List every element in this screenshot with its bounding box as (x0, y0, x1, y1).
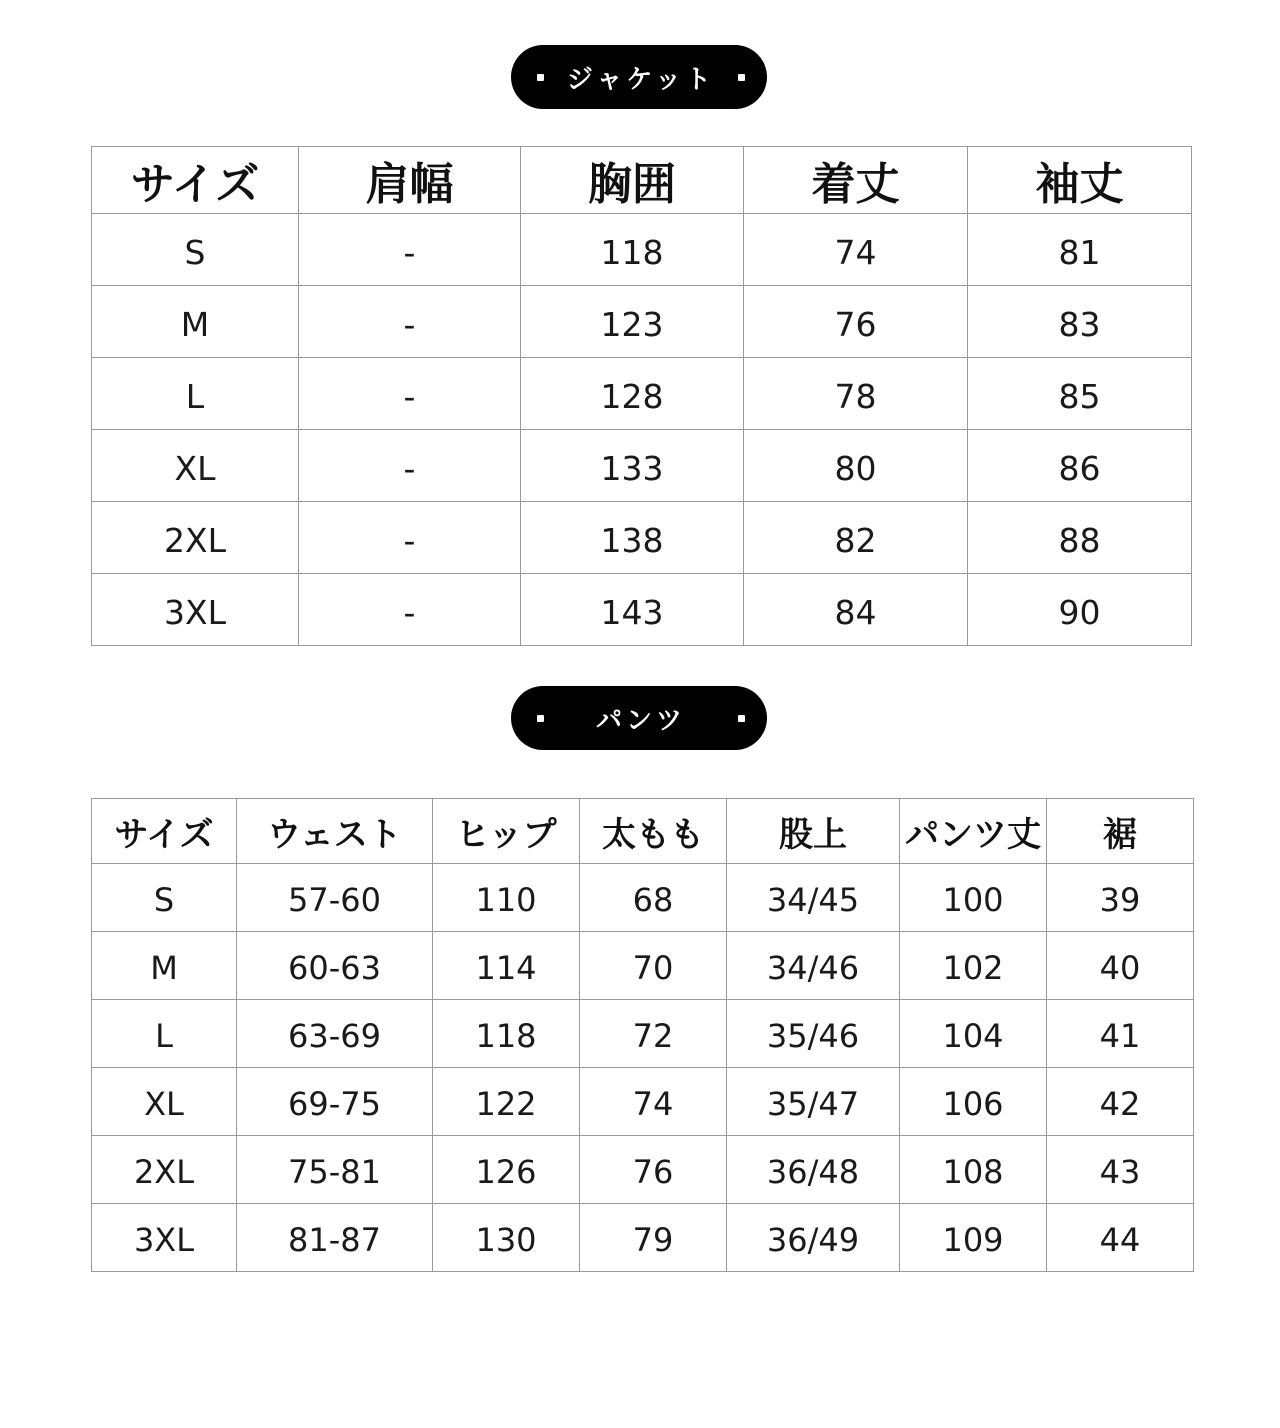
table-cell: S (92, 864, 237, 932)
table-cell: 39 (1047, 864, 1194, 932)
column-header: サイズ (92, 799, 237, 864)
table-cell: 34/46 (727, 932, 900, 1000)
table-cell: 78 (744, 358, 968, 430)
table-cell: - (299, 358, 521, 430)
table-cell: 35/46 (727, 1000, 900, 1068)
table-cell: 114 (433, 932, 580, 1000)
table-cell: 41 (1047, 1000, 1194, 1068)
table-cell: 81-87 (237, 1204, 433, 1272)
column-header: ウェスト (237, 799, 433, 864)
table-row (92, 214, 1192, 286)
table-row (92, 1068, 1194, 1136)
table-row (92, 1204, 1194, 1272)
table-cell: 81 (968, 214, 1192, 286)
table-row (92, 286, 1192, 358)
table-row (92, 430, 1192, 502)
pants-section-heading (511, 686, 767, 750)
table-header-row (92, 799, 1194, 864)
column-header: 着丈 (744, 147, 968, 214)
table-cell: XL (92, 430, 299, 502)
table-cell: 36/49 (727, 1204, 900, 1272)
table-row (92, 1136, 1194, 1204)
jacket-size-table (91, 146, 1192, 646)
column-header: 太もも (580, 799, 727, 864)
table-cell: 36/48 (727, 1136, 900, 1204)
table-row (92, 574, 1192, 646)
table-cell: - (299, 502, 521, 574)
table-cell: 138 (521, 502, 744, 574)
column-header: 裾 (1047, 799, 1194, 864)
table-cell: 143 (521, 574, 744, 646)
table-cell: 126 (433, 1136, 580, 1204)
table-cell: 110 (433, 864, 580, 932)
table-cell: 90 (968, 574, 1192, 646)
table-cell: L (92, 358, 299, 430)
table-row (92, 1000, 1194, 1068)
pants-section-title: パンツ (595, 705, 686, 736)
table-cell: 75-81 (237, 1136, 433, 1204)
table-cell: 102 (900, 932, 1047, 1000)
table-cell: 43 (1047, 1136, 1194, 1204)
table-cell: M (92, 286, 299, 358)
table-cell: 2XL (92, 502, 299, 574)
table-cell: 84 (744, 574, 968, 646)
column-header: パンツ丈 (900, 799, 1047, 864)
table-cell: 86 (968, 430, 1192, 502)
table-cell: - (299, 214, 521, 286)
table-cell: XL (92, 1068, 237, 1136)
table-cell: 76 (580, 1136, 727, 1204)
table-cell: 130 (433, 1204, 580, 1272)
table-cell: 74 (580, 1068, 727, 1136)
table-row (92, 358, 1192, 430)
table-cell: - (299, 574, 521, 646)
table-cell: 109 (900, 1204, 1047, 1272)
table-cell: 128 (521, 358, 744, 430)
table-cell: 85 (968, 358, 1192, 430)
table-cell: 2XL (92, 1136, 237, 1204)
table-cell: 69-75 (237, 1068, 433, 1136)
table-cell: 72 (580, 1000, 727, 1068)
table-cell: 123 (521, 286, 744, 358)
table-cell: 80 (744, 430, 968, 502)
table-cell: 44 (1047, 1204, 1194, 1272)
table-cell: 35/47 (727, 1068, 900, 1136)
table-cell: 40 (1047, 932, 1194, 1000)
table-cell: 100 (900, 864, 1047, 932)
table-cell: 68 (580, 864, 727, 932)
table-row (92, 932, 1194, 1000)
column-header: 胸囲 (521, 147, 744, 214)
table-cell: 3XL (92, 1204, 237, 1272)
table-cell: L (92, 1000, 237, 1068)
column-header: ヒップ (433, 799, 580, 864)
table-cell: 63-69 (237, 1000, 433, 1068)
pants-size-table (91, 798, 1194, 1272)
table-cell: 57-60 (237, 864, 433, 932)
table-cell: 122 (433, 1068, 580, 1136)
column-header: 袖丈 (968, 147, 1192, 214)
table-cell: 104 (900, 1000, 1047, 1068)
table-cell: 60-63 (237, 932, 433, 1000)
table-cell: S (92, 214, 299, 286)
table-cell: 42 (1047, 1068, 1194, 1136)
table-row (92, 864, 1194, 932)
table-cell: 34/45 (727, 864, 900, 932)
table-cell: 3XL (92, 574, 299, 646)
column-header: 股上 (727, 799, 900, 864)
table-cell: 118 (433, 1000, 580, 1068)
table-cell: 108 (900, 1136, 1047, 1204)
jacket-section-heading (511, 45, 767, 109)
table-cell: M (92, 932, 237, 1000)
table-cell: 88 (968, 502, 1192, 574)
column-header: 肩幅 (299, 147, 521, 214)
table-cell: 118 (521, 214, 744, 286)
column-header: サイズ (92, 147, 299, 214)
table-cell: 82 (744, 502, 968, 574)
table-header-row (92, 147, 1192, 214)
table-cell: 106 (900, 1068, 1047, 1136)
bullet-dot-icon (738, 715, 745, 722)
table-cell: - (299, 286, 521, 358)
table-cell: 83 (968, 286, 1192, 358)
table-row (92, 502, 1192, 574)
table-cell: 76 (744, 286, 968, 358)
jacket-section-title: ジャケット (566, 64, 716, 95)
bullet-dot-icon (738, 74, 745, 81)
table-cell: 133 (521, 430, 744, 502)
bullet-dot-icon (537, 715, 544, 722)
bullet-dot-icon (537, 74, 544, 81)
table-cell: - (299, 430, 521, 502)
table-cell: 70 (580, 932, 727, 1000)
table-cell: 74 (744, 214, 968, 286)
table-cell: 79 (580, 1204, 727, 1272)
